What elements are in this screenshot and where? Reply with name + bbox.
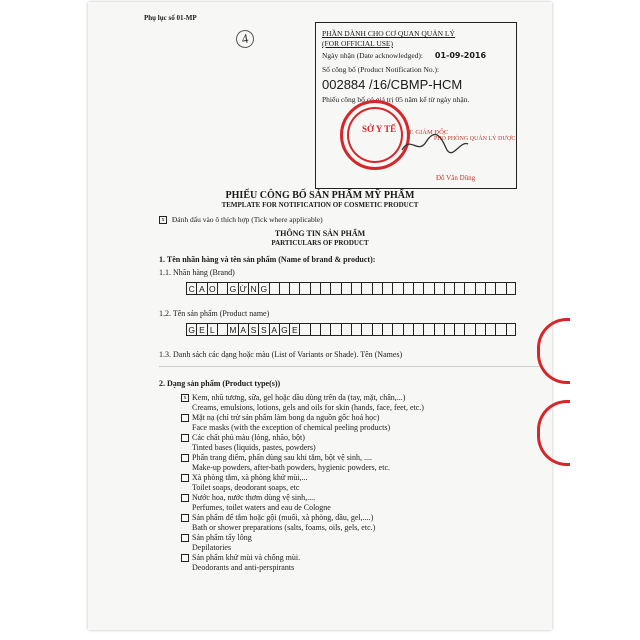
brand-cell [279, 282, 289, 295]
brand-label: 1.1. Nhãn hàng (Brand) [159, 268, 235, 277]
option-label-en: Bath or shower preparations (salts, foams, oils, gels, etc.) [192, 523, 376, 532]
product-cell: M [227, 323, 237, 336]
product-cell [444, 323, 454, 336]
product-cell: A [238, 323, 248, 336]
product-type-option[interactable] [181, 473, 308, 493]
product-cell: E [289, 323, 299, 336]
annex-label: Phụ lục số 01-MP [144, 14, 197, 22]
option-label-en: Make-up powders, after-bath powders, hygienic powders, etc. [192, 463, 390, 472]
brand-cell: G [227, 282, 237, 295]
product-cell: S [258, 323, 268, 336]
product-cell [423, 323, 433, 336]
brand-cell [423, 282, 433, 295]
product-type-option[interactable] [181, 453, 390, 473]
product-name-grid [186, 323, 516, 336]
option-label-vi: Sản phẩm khử mùi và chống mùi. [192, 553, 301, 562]
brand-cell: C [186, 282, 196, 295]
product-type-option[interactable] [181, 533, 252, 553]
brand-cell [310, 282, 320, 295]
official-use-box [315, 22, 517, 189]
brand-cell [320, 282, 330, 295]
page-number: 4 [235, 29, 256, 50]
checkbox[interactable] [181, 554, 189, 562]
official-title-en: (FOR OFFICIAL USE) [322, 39, 393, 48]
brand-cell [413, 282, 423, 295]
variants-label: 1.3. Danh sách các dạng hoặc màu (List of Variants or Shade). Tên (Names) [159, 350, 403, 359]
brand-cell [454, 282, 464, 295]
product-cell [434, 323, 444, 336]
product-cell: E [196, 323, 206, 336]
director-subtitle: PHÓ PHÒNG QUẢN LÝ DƯỢC [434, 136, 516, 142]
form-title-en: TEMPLATE FOR NOTIFICATION OF COSMETIC PRODUCT [221, 201, 419, 209]
product-cell [320, 323, 330, 336]
checkbox[interactable] [181, 514, 189, 522]
brand-cell: G [258, 282, 268, 295]
product-cell [392, 323, 402, 336]
section-1-title: 1. Tên nhãn hàng và tên sản phẩm (Name of brand & product): [159, 255, 376, 264]
product-cell [361, 323, 371, 336]
product-cell [341, 323, 351, 336]
particulars-title-en: PARTICULARS OF PRODUCT [271, 239, 369, 247]
product-cell [454, 323, 464, 336]
product-type-option[interactable] [181, 413, 390, 433]
brand-cell [475, 282, 485, 295]
product-cell [413, 323, 423, 336]
brand-cell: Ừ [238, 282, 248, 295]
form-title: PHIẾU CÔNG BỐ SẢN PHẨM MỸ PHẨM [225, 190, 415, 201]
option-label-en: Perfumes, toilet waters and eau de Cologne [192, 503, 331, 512]
product-cell [506, 323, 516, 336]
brand-cell: O [207, 282, 217, 295]
brand-cell [341, 282, 351, 295]
product-cell [330, 323, 340, 336]
brand-cell [217, 282, 227, 295]
brand-cell [289, 282, 299, 295]
brand-cell [392, 282, 402, 295]
brand-cell [495, 282, 505, 295]
brand-cell [269, 282, 279, 295]
product-cell [372, 323, 382, 336]
date-row [322, 51, 486, 60]
brand-cell [506, 282, 516, 295]
option-label-vi: Nước hoa, nước thơm dùng vệ sinh,.... [192, 493, 316, 502]
brand-cell [434, 282, 444, 295]
brand-cell [444, 282, 454, 295]
brand-cell [299, 282, 309, 295]
signature [400, 130, 470, 158]
product-type-option[interactable] [181, 393, 424, 413]
brand-grid [186, 282, 516, 295]
option-label-vi: Sản phẩm để tắm hoặc gội (muối, xà phòng, dầu, gel,....) [192, 513, 374, 522]
brand-cell [403, 282, 413, 295]
option-label-vi: Kem, nhũ tương, sữa, gel hoặc dầu dùng trên da (tay, mặt, chân,...) [192, 393, 406, 402]
product-cell: S [248, 323, 258, 336]
option-label-vi: Sản phẩm tẩy lông [192, 533, 252, 542]
product-cell [310, 323, 320, 336]
product-cell [382, 323, 392, 336]
checkbox[interactable] [181, 534, 189, 542]
product-type-option[interactable] [181, 433, 316, 453]
option-label-en: Deodorants and anti-perspirants [192, 563, 295, 572]
stamp-text: SỞ Y TẾ [362, 124, 397, 134]
brand-cell: A [196, 282, 206, 295]
option-label-en: Creams, emulsions, lotions, gels and oils for skin (hands, face, feet, etc.) [192, 403, 424, 412]
tick-sample-box: x [159, 216, 167, 224]
product-cell: A [269, 323, 279, 336]
product-type-option[interactable] [181, 553, 300, 573]
option-label-en: Toilet soaps, deodorant soaps, etc [192, 483, 300, 492]
particulars-title: THÔNG TIN SẢN PHẨM [274, 229, 366, 238]
date-label: Ngày nhận (Date acknowledged): [322, 51, 424, 60]
checkbox[interactable] [181, 414, 189, 422]
section-2-title: 2. Dạng sản phẩm (Product type(s)) [159, 379, 281, 388]
number-label: Số công bố (Product Notification No.): [322, 65, 440, 74]
checkbox[interactable] [181, 474, 189, 482]
brand-cell [485, 282, 495, 295]
option-label-en: Tinted bases (liquids, pastes, powders) [192, 443, 316, 452]
tick-note [159, 215, 323, 224]
product-cell: G [186, 323, 196, 336]
divider [159, 366, 539, 367]
checkbox[interactable]: x [181, 394, 189, 402]
checkbox[interactable] [181, 434, 189, 442]
product-cell [217, 323, 227, 336]
brand-cell [330, 282, 340, 295]
signer-name: Đỗ Văn Dũng [436, 174, 476, 182]
product-type-option[interactable] [181, 493, 331, 513]
product-cell [403, 323, 413, 336]
brand-cell [361, 282, 371, 295]
product-cell [485, 323, 495, 336]
option-label-en: Face masks (with the exception of chemical peeling products) [192, 423, 391, 432]
option-label-vi: Mặt nạ (chỉ trừ sản phẩm làm bong da nguồn gốc hoá học) [192, 413, 380, 422]
product-cell [464, 323, 474, 336]
brand-cell [372, 282, 382, 295]
product-cell [351, 323, 361, 336]
product-cell: L [207, 323, 217, 336]
validity-note: Phiếu công bố có giá trị 05 năm kể từ ngày nhận. [322, 95, 470, 104]
option-label-vi: Các chất phủ màu (lỏng, nhão, bột) [192, 433, 305, 442]
option-label-vi: Phấn trang điểm, phấn dùng sau khi tắm, bột vệ sinh, .... [192, 453, 372, 462]
brand-cell: N [248, 282, 258, 295]
product-type-option[interactable] [181, 513, 375, 533]
product-cell [475, 323, 485, 336]
option-label-vi: Xà phòng tắm, xà phòng khử mùi,... [192, 473, 308, 482]
director-title: KT. GIÁM ĐỐC [404, 129, 449, 136]
tick-note-text: Đánh dấu vào ô thích hợp (Tick where applicable) [171, 215, 323, 224]
option-label-en: Depilatories [192, 543, 232, 552]
brand-cell [464, 282, 474, 295]
product-name-label: 1.2. Tên sản phẩm (Product name) [159, 309, 270, 318]
date-value: 01-09-2016 [434, 51, 487, 60]
brand-cell [351, 282, 361, 295]
checkbox[interactable] [181, 494, 189, 502]
checkbox[interactable] [181, 454, 189, 462]
number-value: 002884 /16/CBMP-HCM [322, 77, 463, 92]
official-title: PHẦN DÀNH CHO CƠ QUAN QUẢN LÝ [322, 29, 455, 38]
product-cell [299, 323, 309, 336]
product-cell: G [279, 323, 289, 336]
brand-cell [382, 282, 392, 295]
product-cell [495, 323, 505, 336]
